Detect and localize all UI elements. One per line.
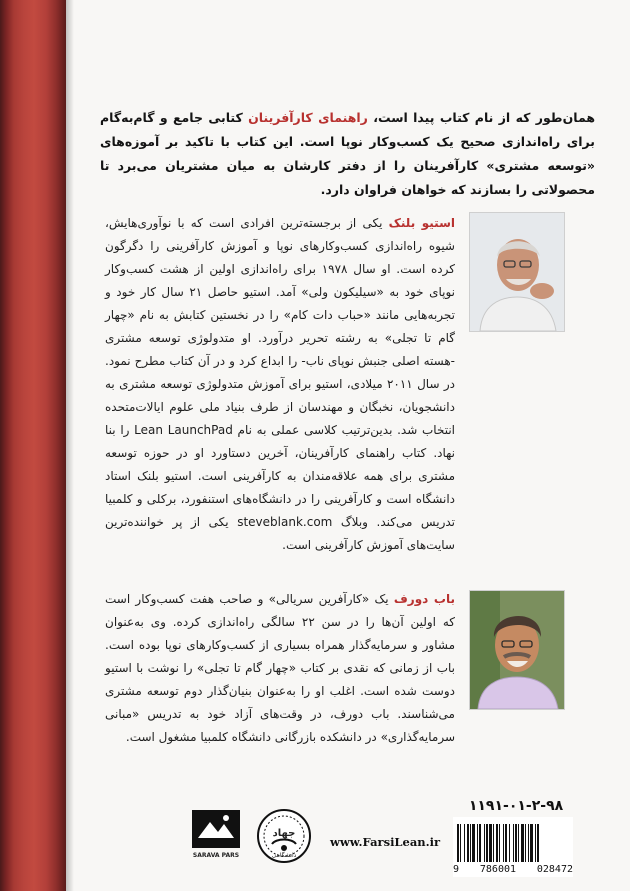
sarava-logo (190, 808, 242, 864)
intro-paragraph (100, 106, 595, 202)
steve-blank-bio (105, 212, 455, 557)
portrait-photo-icon (470, 213, 564, 331)
sarava-caption: SARAVA PARS (192, 852, 240, 859)
barcode-digit-group-3: 028472 (536, 863, 573, 875)
barcode-digit-group-2: 786001 (479, 863, 517, 875)
steve-blank-name: استیو بلنک (388, 216, 455, 230)
sarava-logo-icon (190, 808, 242, 850)
publisher-website: www.FarsiLean.ir (330, 835, 441, 849)
intro-part1: همان‌طور که از نام کتاب پیدا است، (367, 110, 595, 125)
jihad-logo-text: جهاد (272, 828, 296, 839)
book-spine (0, 0, 66, 891)
intro-part2: کتابی جامع و گام‌به‌گام برای راه‌اندازی صحیح یک کسب‌وکار نوپا است. این کتاب با تاکید بر آموزه‌های «توسعه مشتری» کارآفرینان را از دفتر کارشان به میان مشتریان می‌برد تا محصولاتی را بسازند که خواهان فراوان دارد. (100, 110, 595, 197)
jihad-logo (256, 808, 312, 864)
barcode-digit-group-1: 9 (453, 863, 460, 875)
steve-blank-text: یکی از برجسته‌ترین افرادی است که با نوآوری‌هایش، شیوه راه‌اندازی کسب‌وکارهای نوپا و آموزش کارآفرینی را دگرگون کرده است. او سال ۱۹۷۸ برای راه‌اندازی اولین از هشت کسب‌وکار نوپای خود به «سیلیکون ولی» آمد. استیو حاصل ۲۱ سال کار خود و تجربه‌هایی مانند «حباب دات کام» را در نخستین کتابش به نام «چهار گام تا تجلی» به رشته تحریر درآورد. او متدولوژی توسعه مشتری -هسته اصلی جنبش نوپای ناب- را ابداع کرد و در آن کتاب مطرح نمود. در سال ۲۰۱۱ میلادی، استیو برای آموزش متدولوژی توسعه مشتری به دانشجویان، نخبگان و مهندسان از طرف بنیاد ملی علوم ایالات‌متحده انتخاب شد. بدین‌ترتیب کلاسی عملی به نام Lean LaunchPad را بنا نهاد. کتاب راهنمای کارآفرینان، آخرین دستاورد او در حوزه توسعه مشتری برای همه علاقه‌مندان به کارآفرینی است. استیو بلنک استاد دانشگاه است و کارآفرینی را در دانشگاه‌های استنفورد، برکلی و کلمبیا تدریس می‌کند. وبلاگ steveblank.com یکی از پر خواننده‌ترین سایت‌های آموزش کارآفرینی است. (105, 216, 456, 552)
bob-dorf-photo (469, 590, 565, 710)
steve-blank-photo (469, 212, 565, 332)
bob-dorf-text: یک «کارآفرین سریالی» و صاحب هفت کسب‌وکار است که اولین آن‌ها را در سن ۲۲ سالگی راه‌اندازی کرده. وی به‌عنوان مشاور و سرمایه‌گذار همراه بسیاری از کسب‌وکارهای نوپا بوده است. باب از زمانی که نقدی بر کتاب «چهار گام تا تجلی» را نوشت با استیو دوست شده است. اغلب او را به‌عنوان بنیان‌گذار دوم توسعه مشتری می‌شناسند. باب دورف، در وقت‌های آزاد خود به تدریس «مبانی سرمایه‌گذاری» در دانشکده بازرگانی دانشگاه کلمبیا مشغول است. (105, 592, 455, 744)
jihad-logo-sub: دانشگاهی (271, 852, 297, 859)
spine-shadow (66, 0, 74, 891)
portrait-photo-icon (470, 591, 564, 709)
bob-dorf-name: باب دورف (393, 592, 455, 606)
barcode-digits (453, 862, 573, 876)
intro-highlight: راهنمای کارآفرینان (248, 110, 368, 125)
bob-dorf-bio (105, 588, 455, 749)
isbn-number: ۱۱۹۱-۰۱-۲-۹۸ (468, 798, 564, 814)
